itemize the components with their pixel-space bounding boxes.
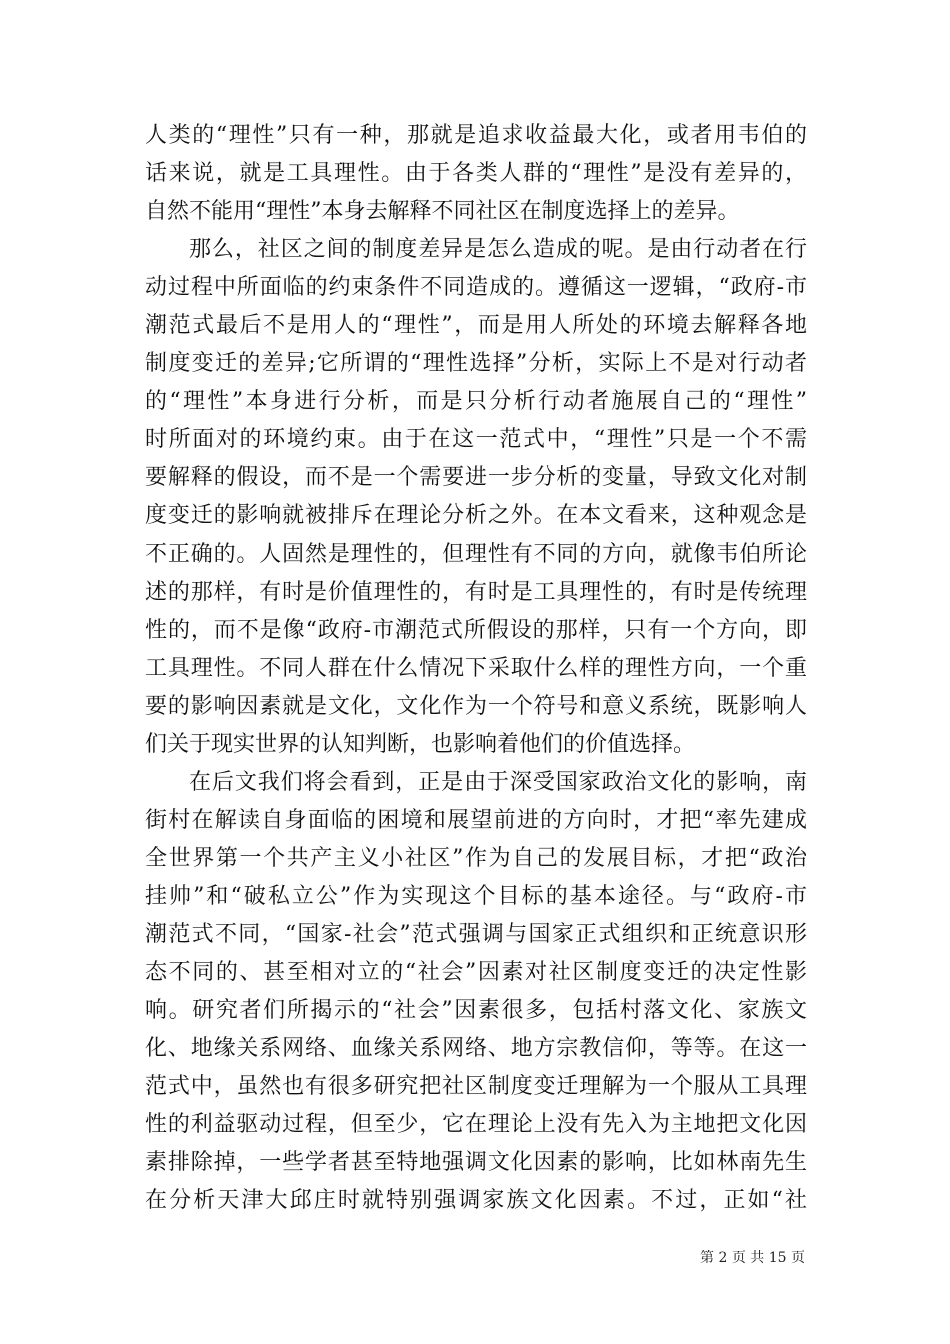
text-line: 要解释的假设，而不是一个需要进一步分析的变量，导致文化对制 (145, 465, 807, 491)
text-line: 不正确的。人固然是理性的，但理性有不同的方向，就像韦伯所论 (145, 541, 807, 567)
text-line: 性的，而不是像“政府-市潮范式所假设的那样，只有一个方向，即 (145, 617, 807, 643)
text-line: 工具理性。不同人群在什么情况下采取什么样的理性方向，一个重 (145, 655, 807, 681)
text-line: 街村在解读自身面临的困境和展望前进的方向时，才把“率先建成 (145, 807, 807, 833)
text-line: 在分析天津大邱庄时就特别强调家族文化因素。不过，正如“社 (145, 1188, 807, 1214)
text-line: 态不同的、甚至相对立的“社会”因素对社区制度变迁的决定性影 (145, 960, 807, 986)
document-body (145, 117, 807, 1220)
text-line: 度变迁的影响就被排斥在理论分析之外。在本文看来，这种观念是 (145, 503, 807, 529)
text-line: 述的那样，有时是价值理性的，有时是工具理性的，有时是传统理 (145, 579, 807, 605)
text-line: 那么，社区之间的制度差异是怎么造成的呢。是由行动者在行 (189, 237, 807, 263)
page-number: 第 2 页 共 15 页 (700, 1250, 805, 1266)
text-line: 制度变迁的差异;它所谓的“理性选择”分析，实际上不是对行动者 (145, 351, 807, 377)
text-line: 的“理性”本身进行分析，而是只分析行动者施展自己的“理性” (145, 389, 807, 415)
text-line: 时所面对的环境约束。由于在这一范式中，“理性”只是一个不需 (145, 427, 807, 453)
text-line: 在后文我们将会看到，正是由于深受国家政治文化的影响，南 (189, 769, 807, 795)
text-line: 潮范式最后不是用人的“理性”，而是用人所处的环境去解释各地 (145, 313, 807, 339)
text-line: 自然不能用“理性”本身去解释不同社区在制度选择上的差异。 (145, 199, 740, 225)
text-line: 要的影响因素就是文化，文化作为一个符号和意义系统，既影响人 (145, 693, 807, 719)
text-line: 响。研究者们所揭示的“社会”因素很多，包括村落文化、家族文 (145, 998, 807, 1024)
text-line: 化、地缘关系网络、血缘关系网络、地方宗教信仰，等等。在这一 (145, 1036, 807, 1062)
text-line: 潮范式不同，“国家-社会”范式强调与国家正式组织和正统意识形 (145, 921, 807, 947)
text-line: 挂帅”和“破私立公”作为实现这个目标的基本途径。与“政府-市 (145, 883, 807, 909)
text-line: 们关于现实世界的认知判断，也影响着他们的价值选择。 (145, 731, 696, 757)
text-line: 人类的“理性”只有一种，那就是追求收益最大化，或者用韦伯的 (145, 123, 807, 148)
text-line: 性的利益驱动过程，但至少，它在理论上没有先入为主地把文化因 (145, 1112, 807, 1138)
text-line: 范式中，虽然也有很多研究把社区制度变迁理解为一个服从工具理 (145, 1074, 807, 1100)
text-line: 动过程中所面临的约束条件不同造成的。遵循这一逻辑，“政府-市 (145, 275, 807, 301)
text-line: 话来说，就是工具理性。由于各类人群的“理性”是没有差异的， (145, 161, 807, 187)
text-line: 全世界第一个共产主义小社区”作为自己的发展目标，才把“政治 (145, 845, 807, 871)
text-line: 素排除掉，一些学者甚至特地强调文化因素的影响，比如林南先生 (145, 1150, 807, 1176)
